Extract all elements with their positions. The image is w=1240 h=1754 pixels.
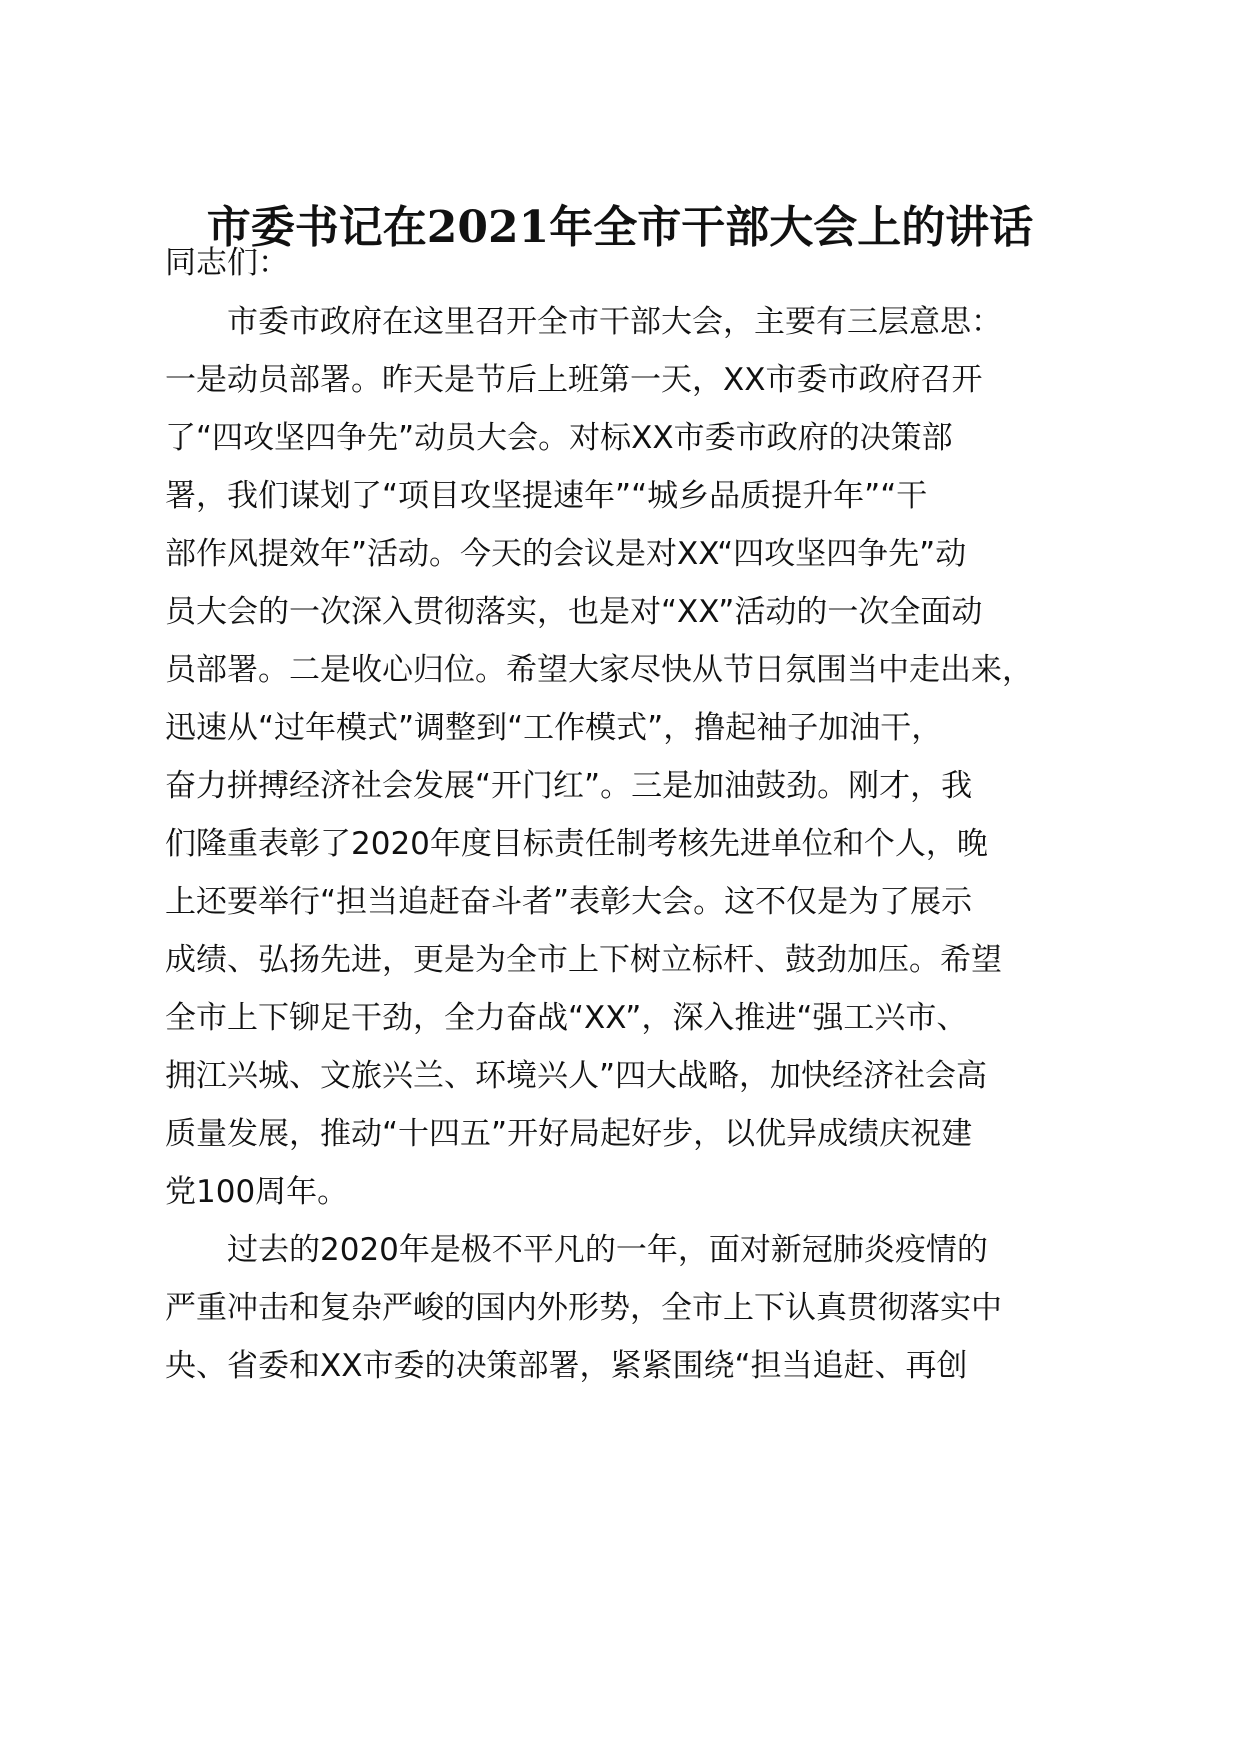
- text-line: 过去的2020年是极不平凡的一年，面对新冠肺炎疫情的: [165, 1232, 988, 1268]
- document-title: 市委书记在2021年全市干部大会上的讲话: [206, 202, 1034, 253]
- text-line: 迅速从“过年模式”调整到“工作模式”，撸起袖子加油干，: [165, 710, 943, 746]
- text-line: 一是动员部署。昨天是节后上班第一天，XX市委市政府召开: [165, 362, 983, 398]
- text-line: 了“四攻坚四争先”动员大会。对标XX市委市政府的决策部: [165, 420, 953, 456]
- text-line: 市委市政府在这里召开全市干部大会，主要有三层意思：: [165, 304, 1002, 340]
- text-line: 成绩、弘扬先进，更是为全市上下树立标杆、鼓劲加压。希望: [165, 942, 1002, 978]
- text-line: 上还要举行“担当追赶奋斗者”表彰大会。这不仅是为了展示: [165, 884, 973, 920]
- text-line: 拥江兴城、文旅兴兰、环境兴人”四大战略，加快经济社会高: [165, 1058, 988, 1094]
- text-line: 部作风提效年”活动。今天的会议是对XX“四攻坚四争先”动: [165, 536, 967, 572]
- text-line: 署，我们谋划了“项目攻坚提速年”“城乡品质提升年”“干: [165, 478, 928, 514]
- text-line: 全市上下铆足干劲，全力奋战“XX”，深入推进“强工兴市、: [165, 1000, 968, 1036]
- text-line: 党100周年。: [165, 1174, 349, 1210]
- text-line: 严重冲击和复杂严峻的国内外形势，全市上下认真贯彻落实中: [165, 1290, 1002, 1326]
- text-line: 央、省委和XX市委的决策部署，紧紧围绕“担当追赶、再创: [165, 1348, 968, 1384]
- text-line: 们隆重表彰了2020年度目标责任制考核先进单位和个人，晚: [165, 826, 988, 862]
- text-line: 质量发展，推动“十四五”开好局起好步，以优异成绩庆祝建: [165, 1116, 973, 1152]
- text-line: 奋力拼搏经济社会发展“开门红”。三是加油鼓劲。刚才，我: [165, 768, 973, 804]
- salutation: 同志们：: [165, 245, 289, 281]
- text-line: 员大会的一次深入贯彻落实，也是对“XX”活动的一次全面动: [165, 594, 983, 630]
- text-line: 员部署。二是收心归位。希望大家尽快从节日氛围当中走出来，: [165, 652, 1033, 688]
